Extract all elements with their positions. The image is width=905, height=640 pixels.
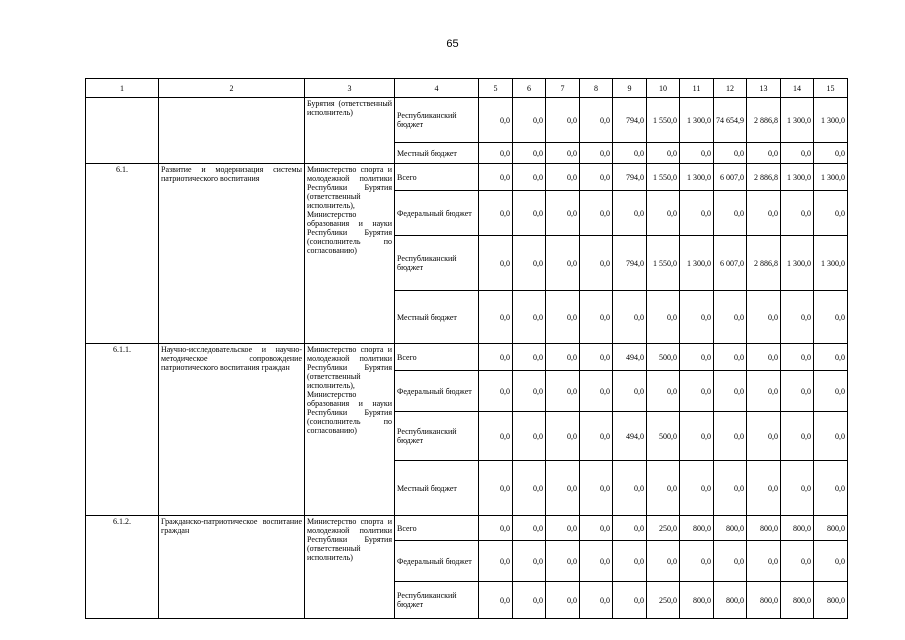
- value-cell: 0,0: [546, 371, 580, 412]
- value-cell: 0,0: [580, 98, 613, 143]
- value-cell: 0,0: [781, 541, 814, 582]
- value-cell: 1 550,0: [647, 236, 680, 291]
- value-cell: 1 300,0: [814, 98, 848, 143]
- item-name: Гражданско-патриотическое воспитание граждан: [159, 516, 305, 619]
- value-cell: 1 300,0: [680, 164, 714, 191]
- table-row: [86, 344, 848, 371]
- value-cell: 1 300,0: [781, 98, 814, 143]
- value-cell: 794,0: [613, 98, 647, 143]
- value-cell: 1 550,0: [647, 164, 680, 191]
- value-cell: 0,0: [647, 291, 680, 344]
- value-cell: 0,0: [479, 291, 513, 344]
- value-cell: 0,0: [680, 541, 714, 582]
- value-cell: 0,0: [513, 236, 546, 291]
- value-cell: 0,0: [479, 98, 513, 143]
- table-row: [86, 98, 848, 143]
- value-cell: 0,0: [613, 291, 647, 344]
- column-header: 10: [647, 79, 680, 98]
- value-cell: 0,0: [647, 461, 680, 516]
- item-executor: Бурятия (ответственный исполнитель): [305, 98, 395, 164]
- value-cell: 0,0: [613, 516, 647, 541]
- value-cell: 0,0: [714, 191, 747, 236]
- value-cell: 1 300,0: [814, 164, 848, 191]
- value-cell: 0,0: [580, 461, 613, 516]
- value-cell: 0,0: [714, 412, 747, 461]
- item-executor: Министерство спорта и молодежной политики Республики Бурятия (ответственный исполнитель), Министерство образования и науки Республики Бурятия (соисполнитель по согласованию): [305, 164, 395, 344]
- page-number: 65: [446, 38, 459, 50]
- column-header: 3: [305, 79, 395, 98]
- value-cell: 0,0: [580, 516, 613, 541]
- column-header: 12: [714, 79, 747, 98]
- column-header: 6: [513, 79, 546, 98]
- value-cell: 0,0: [814, 191, 848, 236]
- header-row: [86, 79, 848, 98]
- item-executor: Министерство спорта и молодежной политики Республики Бурятия (ответственный исполнитель): [305, 516, 395, 619]
- column-header: 4: [395, 79, 479, 98]
- value-cell: 0,0: [680, 371, 714, 412]
- value-cell: 0,0: [580, 143, 613, 164]
- value-cell: 0,0: [747, 344, 781, 371]
- funding-source: Федеральный бюджет: [395, 371, 479, 412]
- value-cell: 0,0: [580, 371, 613, 412]
- value-cell: 0,0: [546, 98, 580, 143]
- value-cell: 0,0: [747, 291, 781, 344]
- value-cell: 0,0: [546, 191, 580, 236]
- value-cell: 74 654,9: [714, 98, 747, 143]
- value-cell: 800,0: [781, 516, 814, 541]
- column-header: 7: [546, 79, 580, 98]
- value-cell: 0,0: [479, 541, 513, 582]
- value-cell: 0,0: [546, 344, 580, 371]
- value-cell: 0,0: [814, 541, 848, 582]
- value-cell: 0,0: [546, 582, 580, 619]
- value-cell: 0,0: [546, 541, 580, 582]
- table-row: [86, 164, 848, 191]
- value-cell: 0,0: [580, 541, 613, 582]
- funding-source: Всего: [395, 516, 479, 541]
- value-cell: 0,0: [647, 541, 680, 582]
- funding-source: Федеральный бюджет: [395, 191, 479, 236]
- value-cell: 0,0: [513, 191, 546, 236]
- item-executor: Министерство спорта и молодежной политики Республики Бурятия (ответственный исполнитель), Министерство образования и науки Республики Бурятия (соисполнитель по согласованию): [305, 344, 395, 516]
- value-cell: 0,0: [747, 191, 781, 236]
- column-header: 2: [159, 79, 305, 98]
- value-cell: 0,0: [814, 412, 848, 461]
- funding-source: Федеральный бюджет: [395, 541, 479, 582]
- column-header: 13: [747, 79, 781, 98]
- column-header: 11: [680, 79, 714, 98]
- column-header: 1: [86, 79, 159, 98]
- value-cell: 800,0: [714, 582, 747, 619]
- funding-source: Всего: [395, 344, 479, 371]
- value-cell: 0,0: [781, 461, 814, 516]
- value-cell: 1 300,0: [781, 164, 814, 191]
- funding-source: Республиканский бюджет: [395, 98, 479, 143]
- value-cell: 0,0: [513, 516, 546, 541]
- item-name: [159, 98, 305, 164]
- value-cell: 500,0: [647, 412, 680, 461]
- value-cell: 0,0: [647, 143, 680, 164]
- value-cell: 0,0: [747, 541, 781, 582]
- value-cell: 0,0: [714, 344, 747, 371]
- value-cell: 794,0: [613, 236, 647, 291]
- funding-source: Местный бюджет: [395, 143, 479, 164]
- value-cell: 0,0: [513, 291, 546, 344]
- funding-source: Всего: [395, 164, 479, 191]
- value-cell: 0,0: [513, 98, 546, 143]
- column-header: 15: [814, 79, 848, 98]
- value-cell: 794,0: [613, 164, 647, 191]
- value-cell: 0,0: [613, 143, 647, 164]
- value-cell: 0,0: [513, 582, 546, 619]
- value-cell: 0,0: [513, 164, 546, 191]
- item-number: 6.1.2.: [86, 516, 159, 619]
- value-cell: 0,0: [714, 541, 747, 582]
- value-cell: 0,0: [814, 344, 848, 371]
- value-cell: 0,0: [513, 344, 546, 371]
- value-cell: 2 886,8: [747, 164, 781, 191]
- value-cell: 0,0: [781, 412, 814, 461]
- value-cell: 0,0: [613, 191, 647, 236]
- value-cell: 0,0: [814, 461, 848, 516]
- value-cell: 0,0: [781, 291, 814, 344]
- value-cell: 494,0: [613, 412, 647, 461]
- value-cell: 800,0: [747, 582, 781, 619]
- value-cell: 0,0: [513, 371, 546, 412]
- value-cell: 0,0: [513, 412, 546, 461]
- value-cell: 1 300,0: [814, 236, 848, 291]
- value-cell: 800,0: [714, 516, 747, 541]
- column-header: 5: [479, 79, 513, 98]
- value-cell: 0,0: [781, 371, 814, 412]
- value-cell: 800,0: [747, 516, 781, 541]
- value-cell: 0,0: [814, 371, 848, 412]
- item-name: Развитие и модернизация системы патриотического воспитания: [159, 164, 305, 344]
- value-cell: 0,0: [781, 143, 814, 164]
- column-header: 14: [781, 79, 814, 98]
- value-cell: 0,0: [613, 461, 647, 516]
- value-cell: 0,0: [479, 164, 513, 191]
- value-cell: 800,0: [814, 516, 848, 541]
- value-cell: 0,0: [479, 582, 513, 619]
- value-cell: 1 300,0: [781, 236, 814, 291]
- value-cell: 0,0: [613, 371, 647, 412]
- value-cell: 0,0: [513, 541, 546, 582]
- value-cell: 800,0: [680, 582, 714, 619]
- value-cell: 0,0: [580, 582, 613, 619]
- value-cell: 0,0: [513, 143, 546, 164]
- table-row: [86, 516, 848, 541]
- value-cell: 0,0: [546, 291, 580, 344]
- value-cell: 0,0: [714, 291, 747, 344]
- value-cell: 800,0: [814, 582, 848, 619]
- funding-source: Республиканский бюджет: [395, 236, 479, 291]
- value-cell: 0,0: [714, 371, 747, 412]
- value-cell: 0,0: [613, 582, 647, 619]
- item-number: [86, 98, 159, 164]
- value-cell: 800,0: [781, 582, 814, 619]
- value-cell: 0,0: [814, 143, 848, 164]
- value-cell: 0,0: [680, 412, 714, 461]
- value-cell: 0,0: [479, 412, 513, 461]
- column-header: 9: [613, 79, 647, 98]
- value-cell: 0,0: [580, 412, 613, 461]
- value-cell: 494,0: [613, 344, 647, 371]
- funding-source: Местный бюджет: [395, 461, 479, 516]
- value-cell: 0,0: [546, 236, 580, 291]
- value-cell: 0,0: [781, 344, 814, 371]
- value-cell: 0,0: [647, 371, 680, 412]
- value-cell: 250,0: [647, 582, 680, 619]
- value-cell: 2 886,8: [747, 236, 781, 291]
- value-cell: 0,0: [680, 461, 714, 516]
- value-cell: 0,0: [546, 164, 580, 191]
- value-cell: 0,0: [580, 236, 613, 291]
- value-cell: 0,0: [479, 143, 513, 164]
- value-cell: 0,0: [580, 164, 613, 191]
- value-cell: 0,0: [747, 461, 781, 516]
- funding-source: Местный бюджет: [395, 291, 479, 344]
- value-cell: 0,0: [546, 516, 580, 541]
- value-cell: 0,0: [613, 541, 647, 582]
- value-cell: 250,0: [647, 516, 680, 541]
- value-cell: 0,0: [580, 291, 613, 344]
- budget-table: [85, 78, 848, 619]
- value-cell: 0,0: [781, 191, 814, 236]
- value-cell: 0,0: [513, 461, 546, 516]
- value-cell: 2 886,8: [747, 98, 781, 143]
- value-cell: 0,0: [479, 191, 513, 236]
- value-cell: 800,0: [680, 516, 714, 541]
- item-name: Научно-исследовательское и научно-методическое сопровождение патриотического воспитания граждан: [159, 344, 305, 516]
- column-header: 8: [580, 79, 613, 98]
- value-cell: 0,0: [546, 412, 580, 461]
- value-cell: 0,0: [479, 516, 513, 541]
- value-cell: 0,0: [680, 291, 714, 344]
- value-cell: 0,0: [479, 344, 513, 371]
- value-cell: 0,0: [479, 236, 513, 291]
- value-cell: 0,0: [479, 371, 513, 412]
- value-cell: 0,0: [747, 143, 781, 164]
- value-cell: 0,0: [714, 461, 747, 516]
- value-cell: 500,0: [647, 344, 680, 371]
- value-cell: 0,0: [546, 143, 580, 164]
- value-cell: 1 300,0: [680, 236, 714, 291]
- funding-source: Республиканский бюджет: [395, 582, 479, 619]
- value-cell: 0,0: [680, 191, 714, 236]
- value-cell: 0,0: [814, 291, 848, 344]
- value-cell: 0,0: [647, 191, 680, 236]
- value-cell: 1 550,0: [647, 98, 680, 143]
- value-cell: 0,0: [747, 412, 781, 461]
- value-cell: 0,0: [714, 143, 747, 164]
- value-cell: 1 300,0: [680, 98, 714, 143]
- funding-source: Республиканский бюджет: [395, 412, 479, 461]
- value-cell: 6 007,0: [714, 164, 747, 191]
- value-cell: 0,0: [580, 191, 613, 236]
- value-cell: 0,0: [680, 143, 714, 164]
- value-cell: 0,0: [479, 461, 513, 516]
- value-cell: 0,0: [680, 344, 714, 371]
- value-cell: 0,0: [546, 461, 580, 516]
- value-cell: 0,0: [747, 371, 781, 412]
- item-number: 6.1.: [86, 164, 159, 344]
- item-number: 6.1.1.: [86, 344, 159, 516]
- value-cell: 0,0: [580, 344, 613, 371]
- value-cell: 6 007,0: [714, 236, 747, 291]
